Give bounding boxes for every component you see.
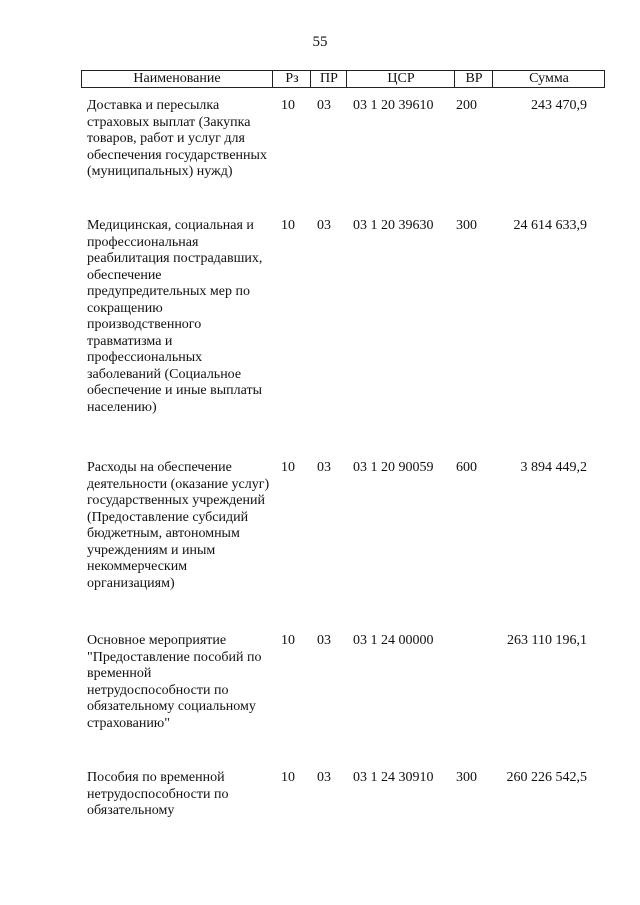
row-sum: 3 894 449,2: [520, 460, 587, 475]
row-pr: 03: [317, 460, 331, 475]
table-header: [81, 70, 605, 88]
row-sum: 263 110 196,1: [507, 633, 587, 648]
row-vr: 200: [456, 98, 477, 113]
row-csr: 03 1 20 39610: [353, 98, 434, 113]
row-sum: 260 226 542,5: [506, 770, 587, 785]
row-name: Медицинская, социальная и профессиональная реабилитация пострадавших, обеспечение предупредительных мер по сокращению производственного травматизма и профессиональных заболеваний (Социальное обеспечение и иные выплаты населению): [87, 218, 263, 415]
row-pr: 03: [317, 218, 331, 233]
row-name: Доставка и пересылка страховых выплат (Закупка товаров, работ и услуг для обеспечения государственных (муниципальных) нужд): [87, 98, 267, 179]
row-csr: 03 1 24 00000: [353, 633, 434, 648]
row-pr: 03: [317, 98, 331, 113]
row-vr: 300: [456, 218, 477, 233]
header-pr: ПР: [310, 71, 347, 87]
row-csr: 03 1 20 39630: [353, 218, 434, 233]
header-sum: Сумма: [492, 71, 605, 87]
row-vr: 600: [456, 460, 477, 475]
row-rz: 10: [281, 460, 295, 475]
row-rz: 10: [281, 98, 295, 113]
header-name: Наименование: [133, 71, 221, 86]
row-sum: 243 470,9: [531, 98, 587, 113]
row-name: Основное мероприятие "Предоставление пособий по временной нетрудоспособности по обязательному социальному страхованию": [87, 633, 262, 731]
row-rz: 10: [281, 218, 295, 233]
row-sum: 24 614 633,9: [513, 218, 587, 233]
header-csr: ЦСР: [346, 71, 455, 87]
row-rz: 10: [281, 633, 295, 648]
header-vr: ВР: [454, 71, 493, 87]
row-csr: 03 1 20 90059: [353, 460, 434, 475]
row-csr: 03 1 24 30910: [353, 770, 434, 785]
header-rz: Рз: [272, 71, 311, 87]
row-name: Расходы на обеспечение деятельности (оказание услуг) государственных учреждений (Предоставление субсидий бюджетным, автономным учреждениям и иным некоммерческим организациям): [87, 460, 270, 591]
page-number: 55: [312, 34, 328, 50]
row-pr: 03: [317, 633, 331, 648]
row-pr: 03: [317, 770, 331, 785]
row-rz: 10: [281, 770, 295, 785]
row-vr: 300: [456, 770, 477, 785]
row-name: Пособия по временной нетрудоспособности по обязательному: [87, 770, 229, 818]
